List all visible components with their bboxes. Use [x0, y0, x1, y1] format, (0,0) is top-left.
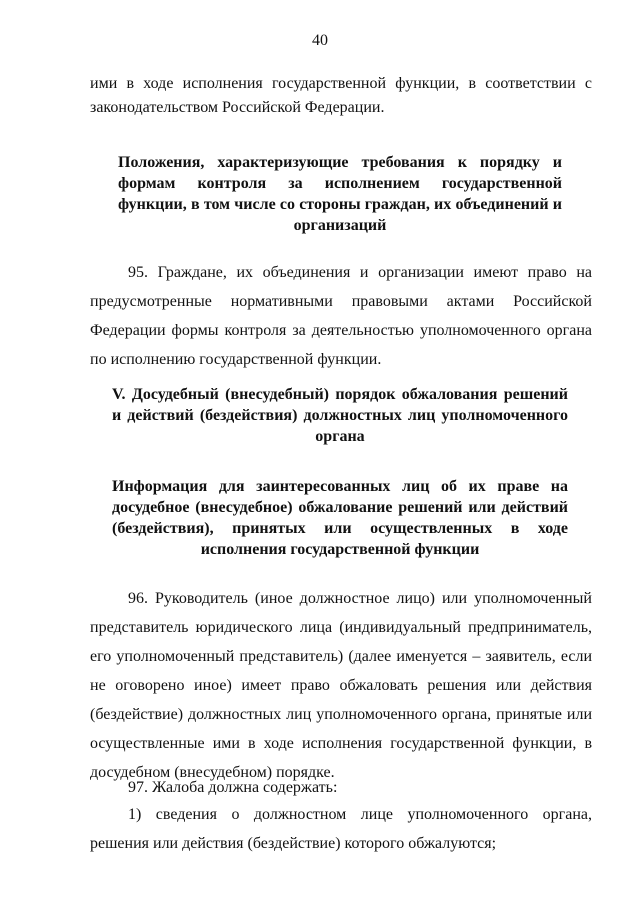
paragraph-96: 96. Руководитель (иное должностное лицо) или уполномоченный представитель юридического лица (индивидуальный предприниматель, его уполномоченный представитель) (далее именуется – заявитель, если не оговорено иное) имеет право обжаловать решения или действия (бездействие) должностных лиц уполномоченного органа, принятые или осуществленные ими в ходе исполнения государственной функции, в досудебном (внесудебном) порядке. [90, 590, 592, 781]
paragraph-95: 95. Граждане, их объединения и организации имеют право на предусмотренные нормативными правовыми актами Российской Федерации формы контроля за деятельностью уполномоченного органа по исполнению государственной функции. [90, 264, 592, 368]
page-number: 40 [312, 32, 328, 49]
heading-section-5: V. Досудебный (внесудебный) порядок обжалования решений и действий (бездействия) должностных лиц уполномоченного органа [112, 386, 568, 445]
paragraph-intro: ими в ходе исполнения государственной функции, в соответствии с законодательством Российской Федерации. [90, 75, 592, 116]
paragraph-97: 97. Жалоба должна содержать: [128, 779, 338, 796]
heading-control-requirements: Положения, характеризующие требования к порядку и формам контроля за исполнением государственной функции, в том числе со стороны граждан, их объединений и организаций [118, 154, 562, 234]
heading-appeal-information: Информация для заинтересованных лиц об их праве на досудебное (внесудебное) обжалование решений или действий (бездействия), принятых или осуществленных в ходе исполнения государственной функции [112, 478, 568, 558]
paragraph-97-item-1: 1) сведения о должностном лице уполномоченного органа, решения или действия (бездействие) которого обжалуются; [90, 806, 592, 852]
